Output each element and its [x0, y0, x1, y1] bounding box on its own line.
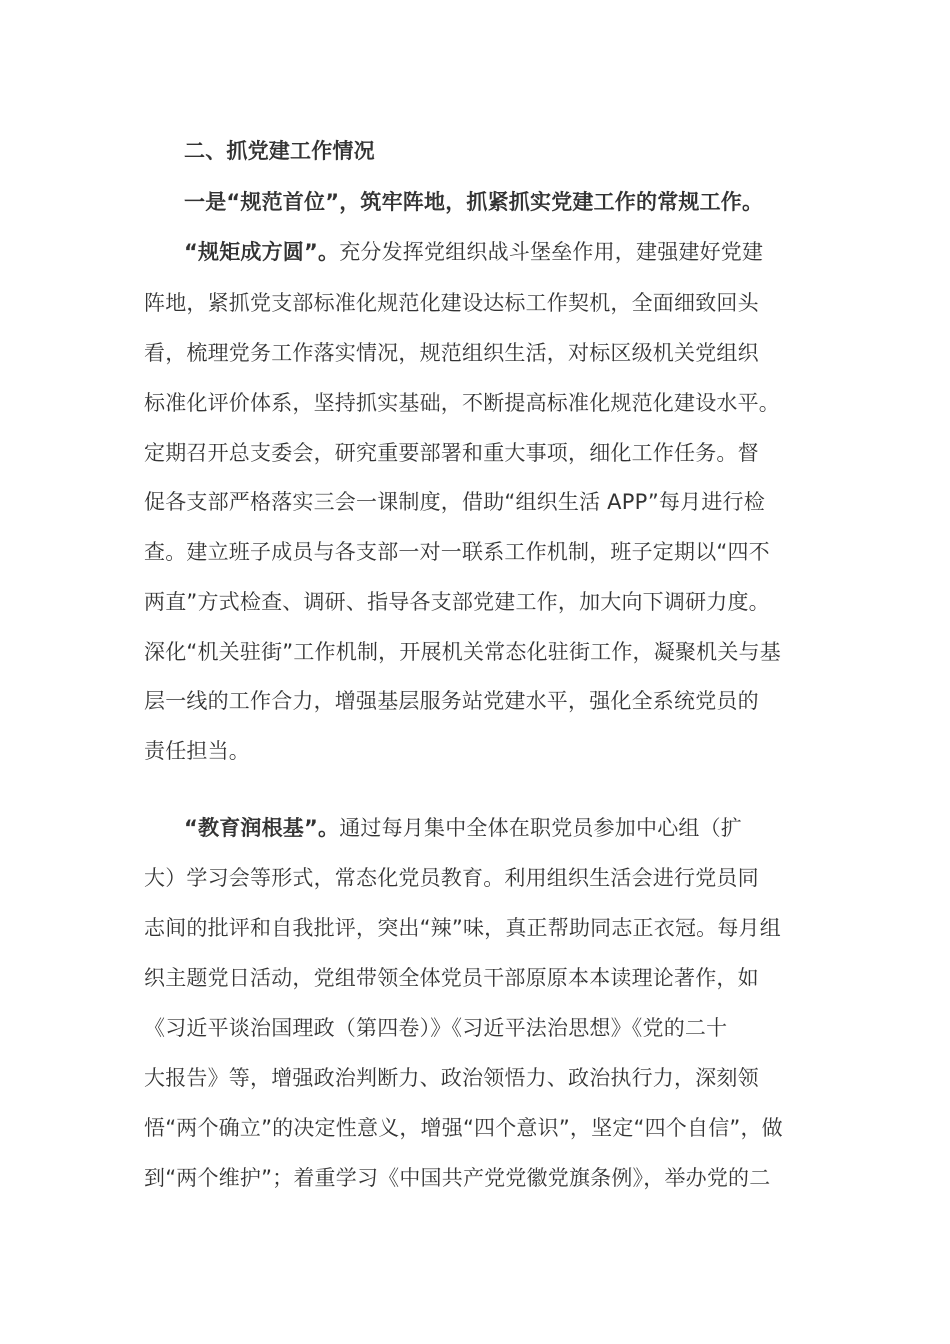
paragraph-1-lead: “规矩成方圆”。 — [184, 240, 340, 264]
section-heading: 二、抓党建工作情况 — [184, 139, 375, 163]
paragraph-1-line: 看，梳理党务工作落实情况，规范组织生活，对标区级机关党组织 — [144, 341, 759, 365]
paragraph-1-line: 责任担当。 — [144, 739, 250, 763]
paragraph-1-first-text: 充分发挥党组织战斗堡垒作用，建强建好党建 — [339, 240, 764, 264]
paragraph-2-lead: “教育润根基”。 — [184, 816, 340, 840]
paragraph-2-first-line — [184, 813, 814, 843]
paragraph-2-line: 大报告》等，增强政治判断力、政治领悟力、政治执行力，深刻领 — [144, 1066, 759, 1090]
paragraph-1-line: 深化“机关驻街”工作机制，开展机关常态化驻街工作，凝聚机关与基 — [144, 640, 781, 664]
paragraph-2-line: 织主题党日活动，党组带领全体党员干部原原本本读理论著作，如 — [144, 966, 759, 990]
paragraph-1-line: 查。建立班子成员与各支部一对一联系工作机制，班子定期以“四不 — [144, 540, 770, 564]
paragraph-1-first-line — [184, 237, 814, 267]
paragraph-1-line: 定期召开总支委会，研究重要部署和重大事项，细化工作任务。督 — [144, 441, 759, 465]
paragraph-2-line: 大）学习会等形式，常态化党员教育。利用组织生活会进行党员同 — [144, 866, 759, 890]
sub-heading: 一是“规范首位”，筑牢阵地，抓紧抓实党建工作的常规工作。 — [184, 190, 764, 214]
paragraph-2-line: 志间的批评和自我批评，突出“辣”味，真正帮助同志正衣冠。每月组 — [144, 916, 781, 940]
paragraph-2-first-text: 通过每月集中全体在职党员参加中心组（扩 — [339, 816, 743, 840]
paragraph-1-line: 两直”方式检查、调研、指导各支部党建工作，加大向下调研力度。 — [144, 590, 770, 614]
paragraph-1-line: 促各支部严格落实三会一课制度，借助“组织生活 APP”每月进行检 — [144, 490, 765, 514]
paragraph-1-line: 阵地，紧抓党支部标准化规范化建设达标工作契机，全面细致回头 — [144, 291, 759, 315]
paragraph-2-line: 到“两个维护”；着重学习《中国共产党党徽党旗条例》，举办党的二 — [144, 1166, 771, 1190]
paragraph-1-line: 层一线的工作合力，增强基层服务站党建水平，强化全系统党员的 — [144, 689, 759, 713]
paragraph-1-line: 标准化评价体系，坚持抓实基础，不断提高标准化规范化建设水平。 — [144, 391, 780, 415]
paragraph-2-line: 悟“两个确立”的决定性意义，增强“四个意识”，坚定“四个自信”，做 — [144, 1116, 783, 1140]
paragraph-2-line: 《习近平谈治国理政（第四卷）》《习近平法治思想》《党的二十 — [144, 1016, 728, 1040]
